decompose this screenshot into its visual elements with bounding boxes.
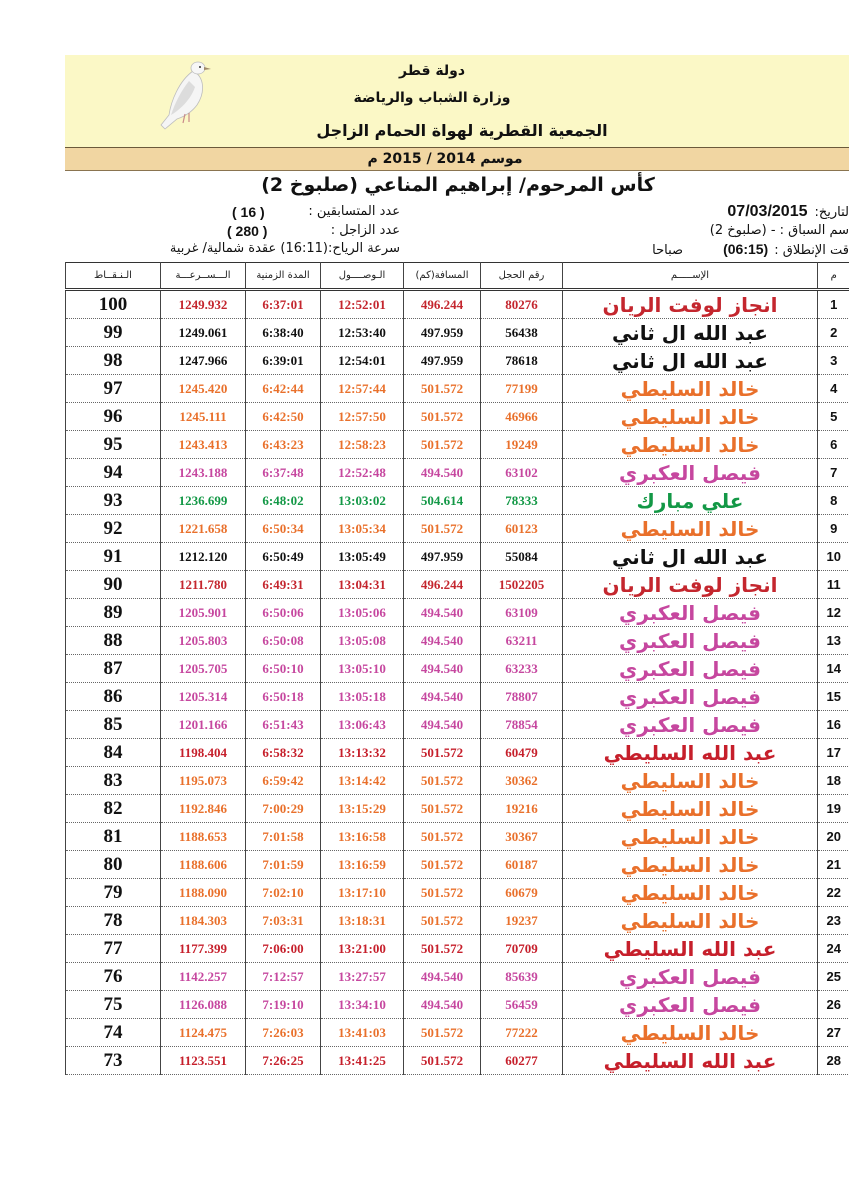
cell-duration: 7:26:25 [246,1047,321,1075]
start-time-value: (06:15) [723,241,769,257]
table-row [66,935,849,963]
cell-points: 75 [66,991,161,1019]
cell-ring: 46966 [481,403,563,431]
cell-no: 18 [818,767,849,795]
cell-no: 2 [818,319,849,347]
cell-points: 98 [66,347,161,375]
cell-duration: 6:50:10 [246,655,321,683]
cell-arrival: 13:15:29 [321,795,404,823]
cell-ring: 63211 [481,627,563,655]
cell-arrival: 13:13:32 [321,739,404,767]
cell-speed: 1205.901 [161,599,246,627]
cell-ring: 70709 [481,935,563,963]
cell-no: 23 [818,907,849,935]
ministry-title: وزارة الشباب والرياضة [353,90,511,106]
cell-ring: 78618 [481,347,563,375]
cell-points: 82 [66,795,161,823]
cell-distance: 501.572 [404,739,481,767]
cell-speed: 1192.846 [161,795,246,823]
cell-name: فيصل العكبري [563,711,818,739]
header-speed: الـــســرعـــة [161,263,246,290]
cell-ring: 78854 [481,711,563,739]
header-no: م [818,263,849,290]
cell-no: 22 [818,879,849,907]
cell-no: 7 [818,459,849,487]
cell-ring: 55084 [481,543,563,571]
cell-speed: 1188.653 [161,823,246,851]
cell-distance: 496.244 [404,290,481,319]
cell-no: 1 [818,290,849,319]
cell-ring: 19249 [481,431,563,459]
cell-duration: 6:49:31 [246,571,321,599]
cell-name: عبد الله ال ثاني [563,319,818,347]
table-row [66,879,849,907]
table-row [66,487,849,515]
cell-no: 16 [818,711,849,739]
start-time-line [652,240,849,260]
cell-points: 80 [66,851,161,879]
participants-label: عدد المتسابقين : [308,204,400,219]
cell-duration: 6:51:43 [246,711,321,739]
cell-arrival: 12:57:50 [321,403,404,431]
cell-points: 91 [66,543,161,571]
cell-no: 21 [818,851,849,879]
table-row [66,347,849,375]
wind-info: سرعة الرياح:(16:11) عقدة شمالية/ غربية [169,241,400,256]
cell-no: 5 [818,403,849,431]
cell-distance: 501.572 [404,431,481,459]
cell-arrival: 13:16:59 [321,851,404,879]
start-time-suffix: صباحا [652,243,684,258]
cell-no: 25 [818,963,849,991]
cell-points: 100 [66,290,161,319]
table-row [66,739,849,767]
cell-speed: 1205.705 [161,655,246,683]
cell-name: انجاز لوفت الريان [563,290,818,319]
cell-arrival: 12:52:01 [321,290,404,319]
table-row [66,767,849,795]
cell-points: 83 [66,767,161,795]
cell-ring: 77199 [481,375,563,403]
cell-no: 27 [818,1019,849,1047]
cell-arrival: 13:34:10 [321,991,404,1019]
cell-name: عبد الله السليطي [563,739,818,767]
cell-points: 89 [66,599,161,627]
cell-arrival: 12:54:01 [321,347,404,375]
cell-name: خالد السليطي [563,375,818,403]
cell-points: 93 [66,487,161,515]
cell-arrival: 13:05:10 [321,655,404,683]
cell-name: عبد الله السليطي [563,1047,818,1075]
cell-duration: 7:01:59 [246,851,321,879]
cell-speed: 1124.475 [161,1019,246,1047]
table-row [66,711,849,739]
cell-speed: 1221.658 [161,515,246,543]
cell-duration: 6:37:48 [246,459,321,487]
table-row [66,1019,849,1047]
cell-speed: 1126.088 [161,991,246,1019]
table-row [66,571,849,599]
cell-arrival: 13:41:25 [321,1047,404,1075]
cell-duration: 6:42:44 [246,375,321,403]
cell-no: 10 [818,543,849,571]
cell-name: خالد السليطي [563,795,818,823]
cell-no: 20 [818,823,849,851]
cell-speed: 1123.551 [161,1047,246,1075]
cell-distance: 494.540 [404,655,481,683]
header-duration: المدة الزمنية [246,263,321,290]
cell-no: 6 [818,431,849,459]
cell-points: 97 [66,375,161,403]
country-title: دولة قطر [398,63,466,79]
cell-arrival: 13:06:43 [321,711,404,739]
cell-name: خالد السليطي [563,767,818,795]
cell-duration: 7:19:10 [246,991,321,1019]
cell-distance: 497.959 [404,319,481,347]
cell-speed: 1249.061 [161,319,246,347]
cell-distance: 494.540 [404,599,481,627]
date-line [727,203,849,222]
race-title: كأس المرحوم/ إبراهيم المناعي (صلبوخ 2) [261,174,655,196]
cell-no: 15 [818,683,849,711]
cell-no: 3 [818,347,849,375]
cell-points: 95 [66,431,161,459]
date-value: 07/03/2015 [727,203,808,220]
cell-speed: 1245.111 [161,403,246,431]
cell-duration: 7:01:58 [246,823,321,851]
cell-arrival: 13:05:18 [321,683,404,711]
cell-speed: 1212.120 [161,543,246,571]
table-row [66,375,849,403]
cell-distance: 497.959 [404,543,481,571]
cell-points: 77 [66,935,161,963]
cell-ring: 80276 [481,290,563,319]
results-table [65,262,849,1075]
cell-name: فيصل العكبري [563,683,818,711]
cell-speed: 1201.166 [161,711,246,739]
header-name: الإســـــم [563,263,818,290]
header-distance: المسافة(كم) [404,263,481,290]
table-row [66,795,849,823]
header-ring: رقم الحجل [481,263,563,290]
table-row [66,823,849,851]
cell-distance: 501.572 [404,375,481,403]
cell-ring: 63102 [481,459,563,487]
cell-points: 85 [66,711,161,739]
cell-name: خالد السليطي [563,851,818,879]
cell-arrival: 13:04:31 [321,571,404,599]
cell-duration: 6:59:42 [246,767,321,795]
cell-name: فيصل العكبري [563,655,818,683]
cell-no: 28 [818,1047,849,1075]
cell-no: 8 [818,487,849,515]
cell-duration: 6:48:02 [246,487,321,515]
cell-distance: 501.572 [404,851,481,879]
cell-duration: 7:00:29 [246,795,321,823]
cell-arrival: 13:03:02 [321,487,404,515]
cell-ring: 19237 [481,907,563,935]
table-row [66,290,849,319]
cell-name: خالد السليطي [563,823,818,851]
cell-arrival: 12:52:48 [321,459,404,487]
cell-no: 19 [818,795,849,823]
cell-no: 14 [818,655,849,683]
cell-arrival: 13:14:42 [321,767,404,795]
cell-ring: 60123 [481,515,563,543]
cell-speed: 1195.073 [161,767,246,795]
cell-no: 9 [818,515,849,543]
table-row [66,319,849,347]
cell-name: عبد الله ال ثاني [563,347,818,375]
cell-distance: 501.572 [404,1019,481,1047]
cell-no: 4 [818,375,849,403]
cell-ring: 60679 [481,879,563,907]
cell-no: 11 [818,571,849,599]
cell-distance: 496.244 [404,571,481,599]
cell-duration: 6:50:49 [246,543,321,571]
cell-distance: 501.572 [404,515,481,543]
cell-no: 26 [818,991,849,1019]
cell-points: 94 [66,459,161,487]
cell-name: عبد الله السليطي [563,935,818,963]
pigeon-logo [155,57,215,132]
cell-duration: 6:50:06 [246,599,321,627]
date-label: لتاريخ: [814,205,849,220]
cell-points: 86 [66,683,161,711]
cell-name: خالد السليطي [563,907,818,935]
cell-distance: 494.540 [404,711,481,739]
cell-distance: 494.540 [404,459,481,487]
cell-speed: 1205.314 [161,683,246,711]
cell-name: علي مبارك [563,487,818,515]
cell-arrival: 13:05:49 [321,543,404,571]
cell-speed: 1236.699 [161,487,246,515]
table-row [66,851,849,879]
cell-arrival: 13:17:10 [321,879,404,907]
cell-distance: 494.540 [404,963,481,991]
cell-points: 73 [66,1047,161,1075]
cell-speed: 1249.932 [161,290,246,319]
cell-speed: 1211.780 [161,571,246,599]
cell-speed: 1243.413 [161,431,246,459]
cell-distance: 501.572 [404,935,481,963]
cell-distance: 501.572 [404,767,481,795]
cell-no: 12 [818,599,849,627]
cell-points: 96 [66,403,161,431]
cell-ring: 85639 [481,963,563,991]
table-body [66,290,849,1075]
pigeons-label: عدد الزاجل : [330,223,400,238]
start-time-label: قت الإنطلاق : [774,243,849,258]
cell-points: 79 [66,879,161,907]
cell-ring: 30367 [481,823,563,851]
cell-no: 13 [818,627,849,655]
table-row [66,627,849,655]
cell-name: فيصل العكبري [563,991,818,1019]
cell-duration: 6:39:01 [246,347,321,375]
cell-distance: 501.572 [404,403,481,431]
cell-points: 74 [66,1019,161,1047]
cell-ring: 60479 [481,739,563,767]
cell-duration: 7:26:03 [246,1019,321,1047]
cell-duration: 6:50:18 [246,683,321,711]
cell-speed: 1177.399 [161,935,246,963]
table-row [66,543,849,571]
cell-arrival: 13:05:06 [321,599,404,627]
cell-speed: 1184.303 [161,907,246,935]
cell-distance: 501.572 [404,823,481,851]
cell-ring: 56459 [481,991,563,1019]
cell-distance: 494.540 [404,683,481,711]
association-title: الجمعية القطرية لهواة الحمام الزاجل [316,121,608,140]
cell-speed: 1205.803 [161,627,246,655]
cell-ring: 63233 [481,655,563,683]
cell-duration: 6:42:50 [246,403,321,431]
cell-distance: 501.572 [404,1047,481,1075]
cell-duration: 6:43:23 [246,431,321,459]
cell-duration: 6:58:32 [246,739,321,767]
table-row [66,907,849,935]
cell-no: 24 [818,935,849,963]
table-row [66,403,849,431]
pigeons-value: ( 280 ) [227,223,268,239]
cell-distance: 504.614 [404,487,481,515]
cell-arrival: 13:18:31 [321,907,404,935]
cell-distance: 501.572 [404,879,481,907]
season-title: موسم 2014 / 2015 م [367,151,523,167]
cell-duration: 6:37:01 [246,290,321,319]
cell-duration: 6:38:40 [246,319,321,347]
cell-name: فيصل العكبري [563,459,818,487]
cell-speed: 1245.420 [161,375,246,403]
cell-ring: 78807 [481,683,563,711]
cell-name: خالد السليطي [563,879,818,907]
cell-name: فيصل العكبري [563,599,818,627]
cell-distance: 494.540 [404,991,481,1019]
cell-arrival: 13:05:34 [321,515,404,543]
cell-name: عبد الله ال ثاني [563,543,818,571]
header-arrival: الـوصــــول [321,263,404,290]
cell-arrival: 13:16:58 [321,823,404,851]
cell-points: 87 [66,655,161,683]
cell-speed: 1142.257 [161,963,246,991]
cell-ring: 30362 [481,767,563,795]
cell-name: خالد السليطي [563,431,818,459]
table-row [66,599,849,627]
cell-distance: 497.959 [404,347,481,375]
cell-speed: 1243.188 [161,459,246,487]
table-row [66,963,849,991]
table-row [66,515,849,543]
table-header-row [66,263,849,290]
cell-arrival: 13:41:03 [321,1019,404,1047]
cell-points: 99 [66,319,161,347]
cell-duration: 7:03:31 [246,907,321,935]
table-row [66,459,849,487]
cell-name: فيصل العكبري [563,963,818,991]
cell-speed: 1247.966 [161,347,246,375]
cell-name: خالد السليطي [563,403,818,431]
cell-duration: 6:50:34 [246,515,321,543]
table-row [66,683,849,711]
cell-duration: 6:50:08 [246,627,321,655]
cell-ring: 60187 [481,851,563,879]
divider [65,170,849,171]
cell-name: فيصل العكبري [563,627,818,655]
cell-distance: 501.572 [404,795,481,823]
cell-ring: 63109 [481,599,563,627]
participants-value: ( 16 ) [232,204,265,220]
cell-arrival: 12:58:23 [321,431,404,459]
cell-duration: 7:06:00 [246,935,321,963]
table-row [66,1047,849,1075]
cell-ring: 60277 [481,1047,563,1075]
cell-name: خالد السليطي [563,515,818,543]
cell-points: 90 [66,571,161,599]
cell-distance: 494.540 [404,627,481,655]
cell-points: 92 [66,515,161,543]
cell-points: 81 [66,823,161,851]
cell-points: 78 [66,907,161,935]
cell-arrival: 13:21:00 [321,935,404,963]
cell-arrival: 13:27:57 [321,963,404,991]
cell-ring: 56438 [481,319,563,347]
cell-duration: 7:02:10 [246,879,321,907]
cell-points: 88 [66,627,161,655]
table-row [66,991,849,1019]
cell-ring: 1502205 [481,571,563,599]
cell-ring: 19216 [481,795,563,823]
header-points: الـنـقــاط [66,263,161,290]
cell-name: خالد السليطي [563,1019,818,1047]
cell-no: 17 [818,739,849,767]
cell-arrival: 13:05:08 [321,627,404,655]
cell-duration: 7:12:57 [246,963,321,991]
table-row [66,655,849,683]
cell-ring: 78333 [481,487,563,515]
cell-points: 76 [66,963,161,991]
cell-arrival: 12:53:40 [321,319,404,347]
table-row [66,431,849,459]
cell-arrival: 12:57:44 [321,375,404,403]
cell-speed: 1188.606 [161,851,246,879]
cell-name: انجاز لوفت الريان [563,571,818,599]
cell-ring: 77222 [481,1019,563,1047]
race-name-line: سم السباق : - (صلبوخ 2) [709,223,849,238]
cell-speed: 1198.404 [161,739,246,767]
cell-points: 84 [66,739,161,767]
cell-distance: 501.572 [404,907,481,935]
cell-speed: 1188.090 [161,879,246,907]
